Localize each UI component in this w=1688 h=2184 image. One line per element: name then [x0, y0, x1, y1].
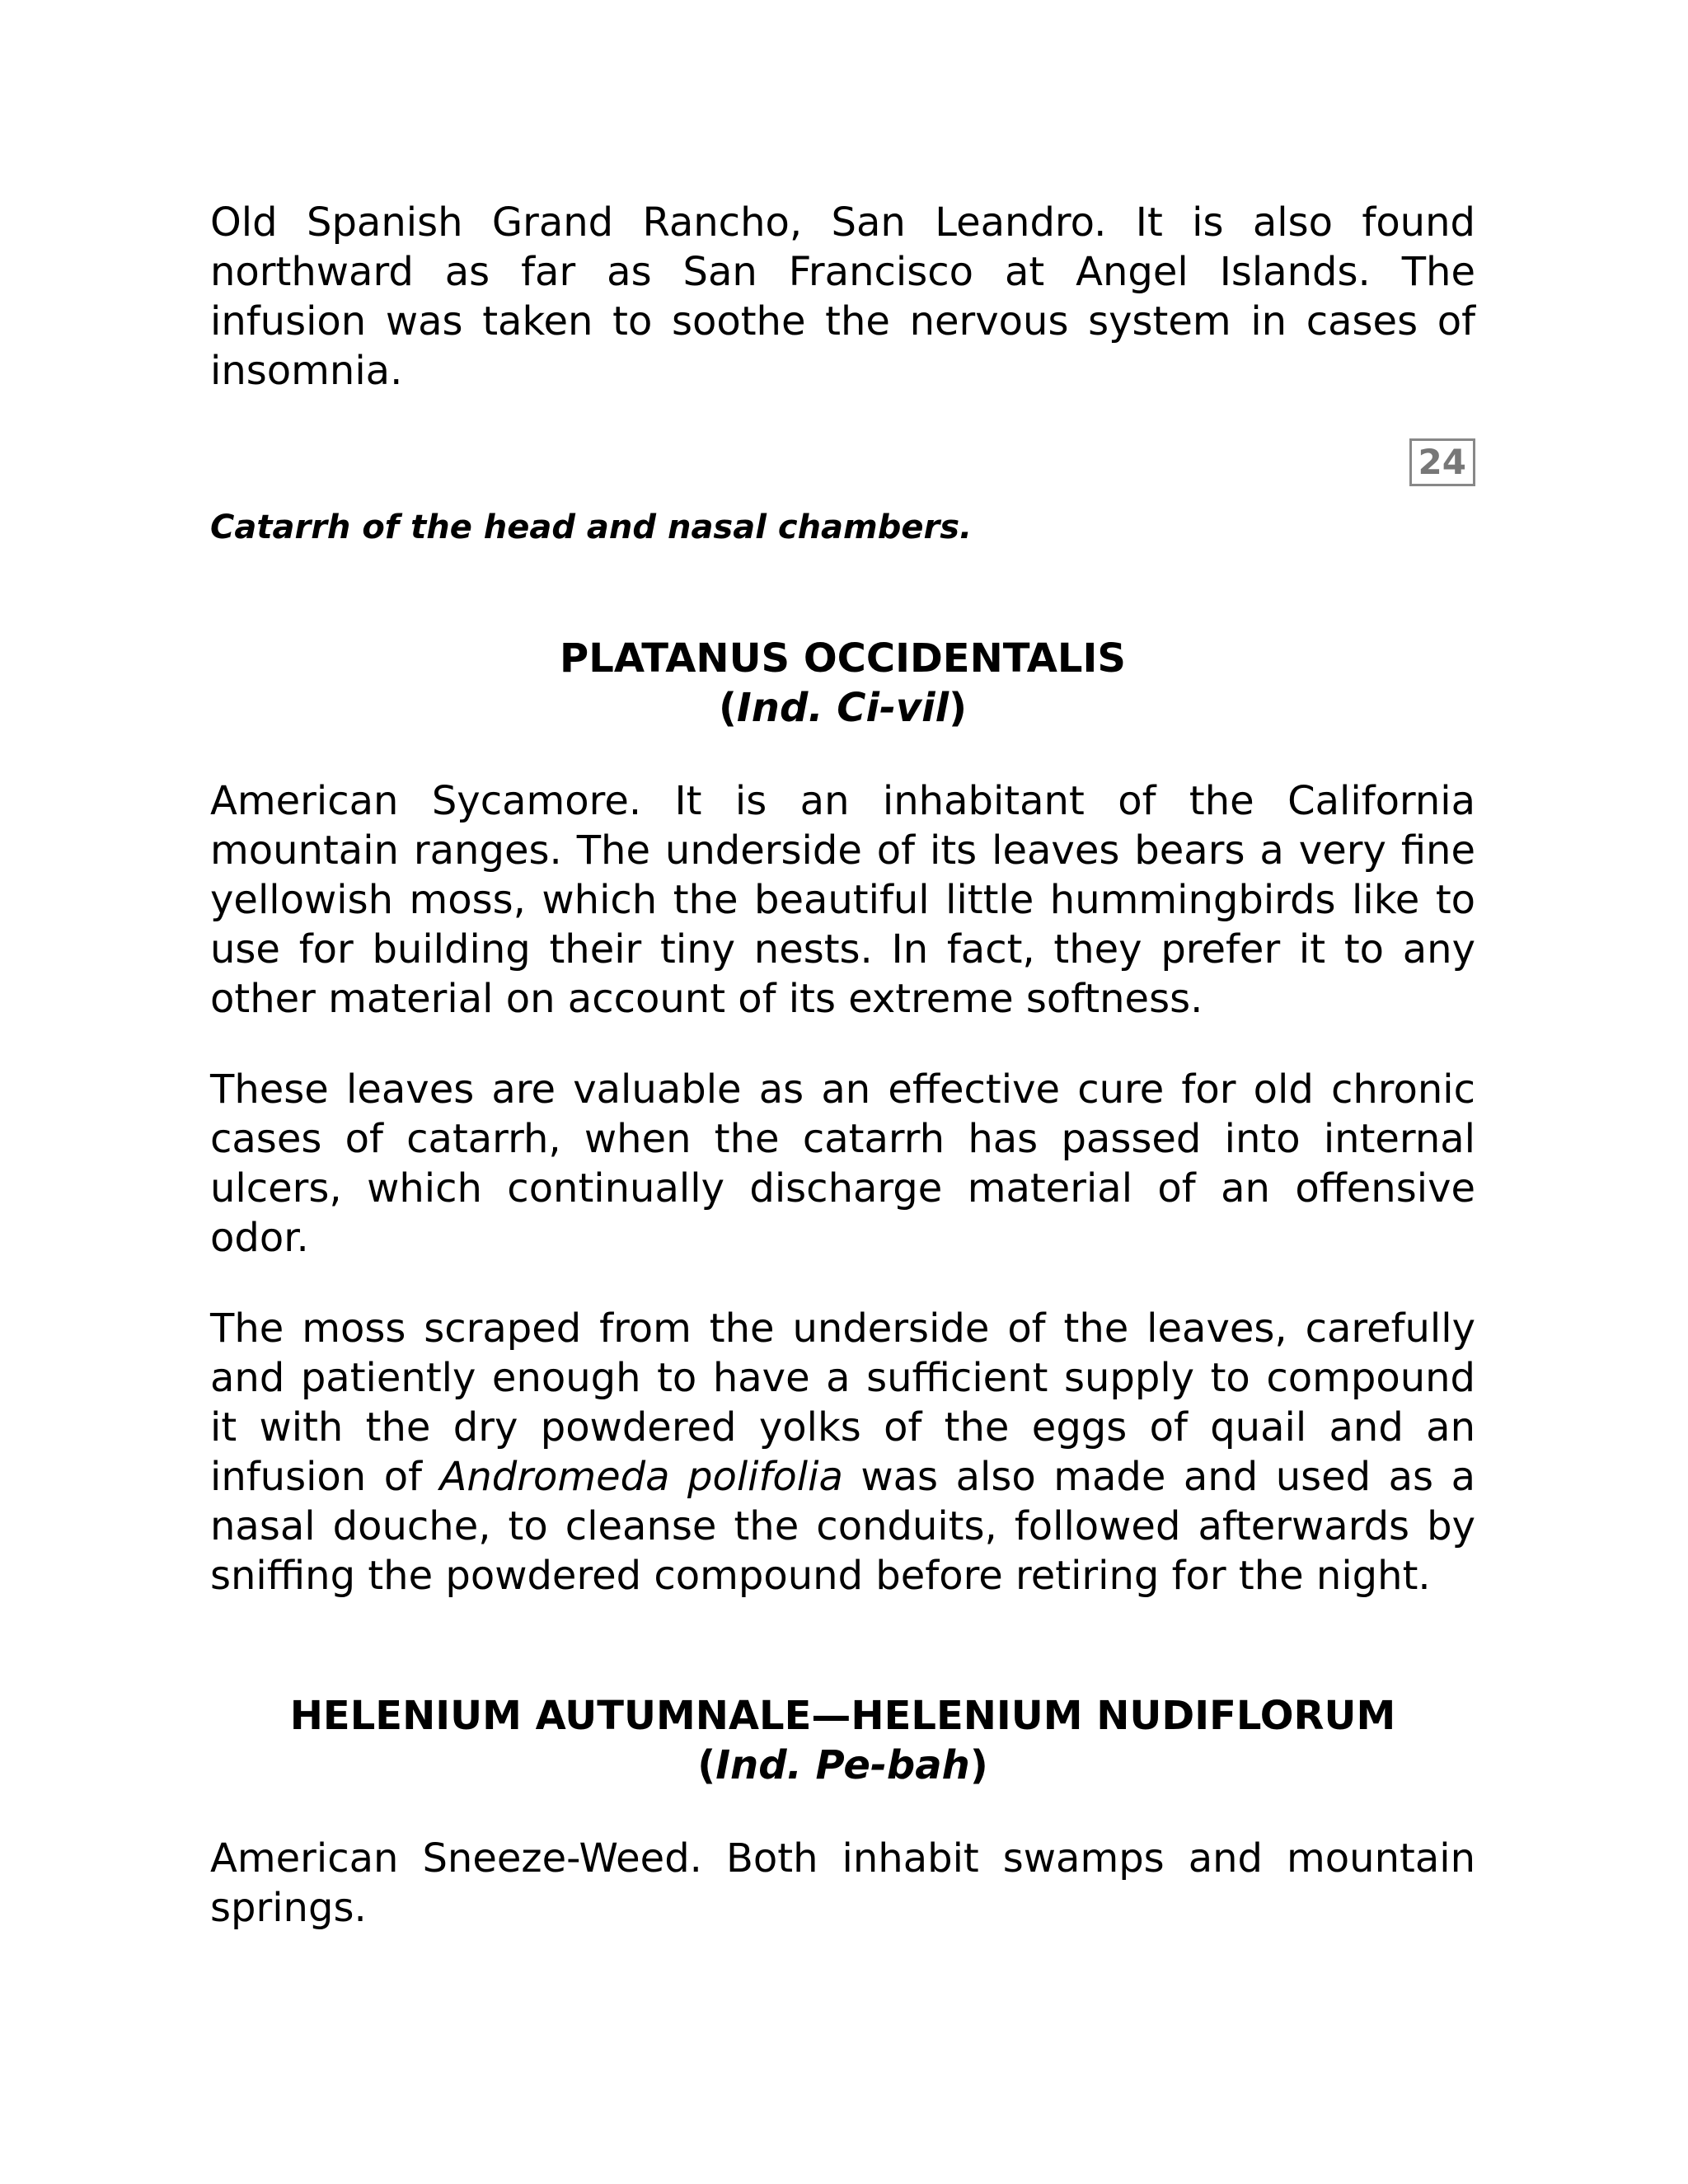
platanus-title: PLATANUS OCCIDENTALIS [560, 635, 1126, 682]
helenium-paragraph-1: American Sneeze-Weed. Both inhabit swamps and mountain springs. [210, 1835, 1475, 1931]
platanus-indian-name-text: Ind. Ci-vil [736, 685, 950, 731]
platanus-indian-name: (Ind. Ci-vil) [718, 685, 967, 731]
platanus-paragraph-3: The moss scraped from the underside of the leaves, carefully and patiently enough to have a sufficient supply to compound it with the dry powdered yolks of the eggs of quail and an infusion of Andromeda polifolia was also made and used as a nasal douche, to cleanse the conduits, followed afterwards by sniffing the powdered compound before retiring for the night. [210, 1305, 1475, 1599]
intro-paragraph: Old Spanish Grand Rancho, San Leandro. It is also found northward as far as San Francisco at Angel Islands. The infusion was taken to soothe the nervous system in cases of insomnia. [210, 199, 1475, 394]
section-subhead: Catarrh of the head and nasal chambers. [210, 509, 973, 546]
helenium-indian-name-text: Ind. Pe-bah [715, 1742, 970, 1788]
andromeda-species-name: Andromeda polifolia [439, 1454, 843, 1500]
page-number-row [210, 438, 1475, 488]
platanus-paragraph-1: American Sycamore. It is an inhabitant of the California mountain ranges. The underside of its leaves bears a very fine yellowish moss, which the beautiful little hummingbirds like to use for building their tiny nests. In fact, they prefer it to any other material on account of its extreme softness. [210, 778, 1475, 1022]
document-page [210, 198, 1475, 1933]
page-number: 24 [1409, 438, 1475, 486]
helenium-indian-name: (Ind. Pe-bah) [697, 1742, 988, 1788]
platanus-paragraph-2: These leaves are valuable as an effective cure for old chronic cases of catarrh, when the catarrh has passed into internal ulcers, which continually discharge material of an offensive odor. [210, 1066, 1475, 1261]
helenium-title: HELENIUM AUTUMNALE—HELENIUM NUDIFLORUM [289, 1693, 1396, 1739]
